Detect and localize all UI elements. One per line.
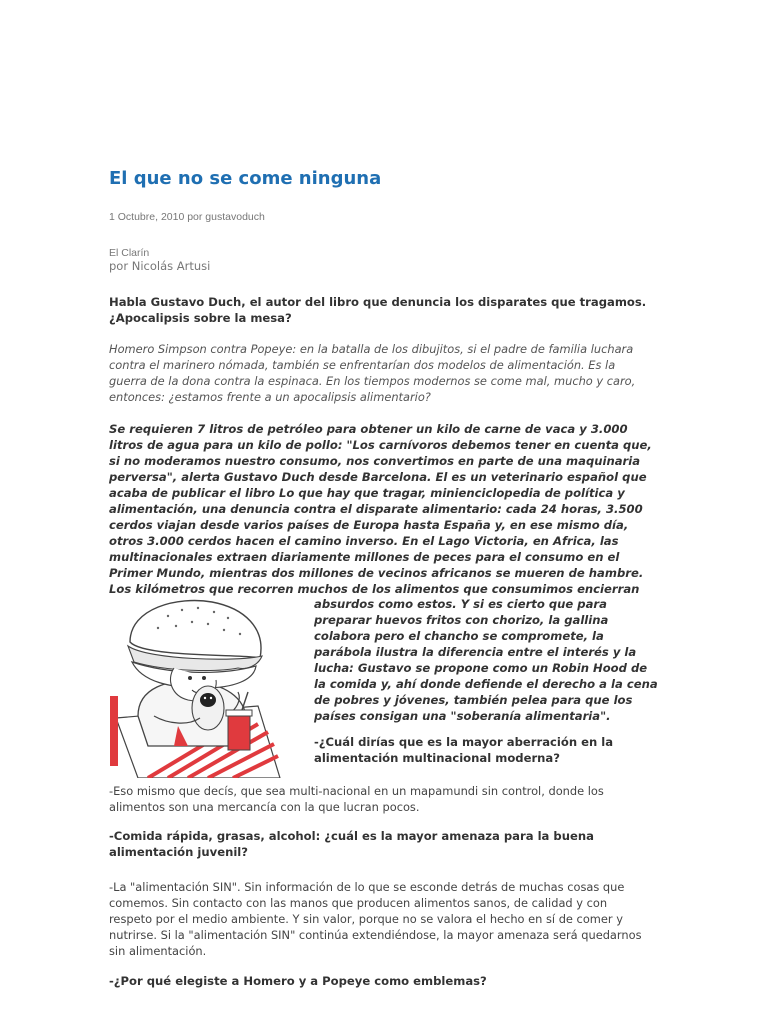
wrapped-line: países consigan una "soberanía alimentaria". — [314, 709, 611, 723]
wrapped-line: parábola ilustra la diferencia entre el interés y la — [314, 645, 637, 659]
answer-line: -Eso mismo que decís, que sea multi-nacional en un mapamundi sin control, donde los — [109, 784, 604, 798]
answer-line: comemos. Sin contacto con las manos que producen alimentos sanos, de calidad y con — [109, 896, 608, 910]
article-author: por Nicolás Artusi — [109, 259, 211, 273]
intro-paragraph — [109, 341, 669, 405]
body-line: litros de agua para un kilo de pollo: "Los carnívoros debemos tener en cuenta que, — [109, 438, 652, 452]
body-line: si no moderamos nuestro consumo, nos convertimos en parte de una maquinaria — [109, 454, 641, 468]
lead-line: Habla Gustavo Duch, el autor del libro que denuncia los disparates que tragamos. — [109, 295, 647, 309]
lead-paragraph — [109, 294, 669, 326]
wrapped-line: colabora pero el chancho se compromete, la — [314, 629, 604, 643]
body-line: multinacionales extraen diariamente millones de peces para el consumo en el — [109, 550, 620, 564]
article-date-line: 1 Octubre, 2010 por gustavoduch — [109, 211, 265, 223]
answer-line: nutrirse. Si la "alimentación SIN" continúa extendiéndose, la mayor amenaza será quedarnos — [109, 928, 642, 942]
intro-line: Homero Simpson contra Popeye: en la batalla de los dibujitos, si el padre de familia luchara — [109, 342, 634, 356]
wrapped-line: la comida y, ahí donde defiende el derecho a la cena — [314, 677, 658, 691]
body-line: perversa", alerta Gustavo Duch desde Barcelona. El es un veterinario español que — [109, 470, 647, 484]
answer-line: -La "alimentación SIN". Sin información de lo que se esconde detrás de muchas cosas que — [109, 880, 625, 894]
question-line: -¿Cuál dirías que es la mayor aberración en la — [314, 735, 614, 749]
wrapped-paragraph — [314, 596, 658, 724]
intro-line: guerra de la dona contra la espinaca. En los tiempos modernos se come mal, mucho y caro, — [109, 374, 636, 388]
body-line: cerdos viajan desde varios países de Europa hasta España y, en ese mismo día, — [109, 518, 629, 532]
body-line: Los kilómetros que recorren muchos de los alimentos que consumimos encierran — [109, 582, 640, 596]
body-line: alimentación, una denuncia contra el disparate alimentario: cada 24 horas, 3.500 — [109, 502, 643, 516]
answer-1 — [109, 783, 669, 815]
body-line: Primer Mundo, mientras dos millones de vecinos africanos se mueren de hambre. — [109, 566, 644, 580]
question-2 — [109, 828, 669, 860]
answer-2 — [109, 879, 669, 959]
lead-line: ¿Apocalipsis sobre la mesa? — [109, 311, 292, 325]
body-line: acaba de publicar el libro Lo que hay que tragar, minienciclopedia de política y — [109, 486, 625, 500]
article-title: El que no se come ninguna — [109, 168, 382, 189]
burger-headed-figure-eating-illustration — [108, 596, 304, 778]
body-line: Se requieren 7 litros de petróleo para obtener un kilo de carne de vaca y 3.000 — [109, 422, 628, 436]
wrapped-line: de pobres y jóvenes, también pelea para que los — [314, 693, 633, 707]
wrapped-line: preparar huevos fritos con chorizo, la gallina — [314, 613, 609, 627]
body-line: otros 3.000 cerdos hacen el camino inverso. En el Lago Victoria, en Africa, las — [109, 534, 619, 548]
question-3 — [109, 973, 669, 989]
answer-line: sin alimentación. — [109, 944, 207, 958]
question-line: alimentación juvenil? — [109, 845, 249, 859]
answer-line: respeto por el medio ambiente. Y sin valor, porque no se valora el hecho en sí de comer y — [109, 912, 623, 926]
wrapped-line: lucha: Gustavo se propone como un Robin Hood de — [314, 661, 648, 675]
body-paragraph — [109, 421, 669, 597]
wrapped-line: absurdos como estos. Y si es cierto que para — [314, 597, 607, 611]
question-1 — [314, 734, 634, 766]
answer-line: alimentos son una mercancía con la que lucran pocos. — [109, 800, 420, 814]
question-line: -Comida rápida, grasas, alcohol: ¿cuál es la mayor amenaza para la buena — [109, 829, 594, 843]
article-source: El Clarín — [109, 247, 150, 259]
question-line: -¿Por qué elegiste a Homero y a Popeye como emblemas? — [109, 974, 487, 988]
question-line: alimentación multinacional moderna? — [314, 751, 560, 765]
intro-line: contra el marinero nómada, también se enfrentarían dos modelos de alimentación. Es la — [109, 358, 616, 372]
intro-line: entonces: ¿estamos frente a un apocalipsis alimentario? — [109, 390, 431, 404]
